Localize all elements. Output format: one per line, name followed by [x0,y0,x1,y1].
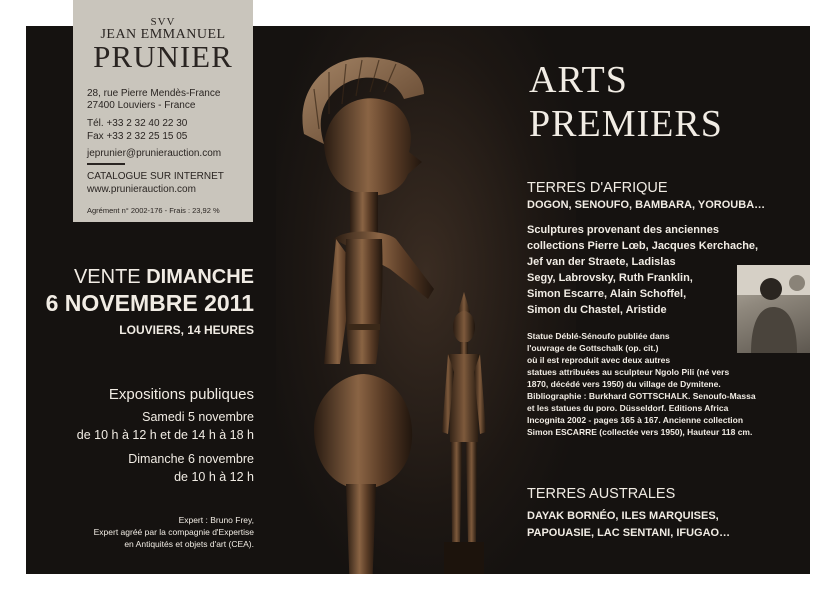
auctioneer-name: JEAN EMMANUEL [100,27,226,42]
exposition-line-4: de 10 h à 12 h [174,470,254,484]
main-title-line-2: PREMIERS [529,103,723,145]
statue-description-line: Bibliographie : Burkhard GOTTSCHALK. Senoufo-Massa [527,391,756,401]
australes-line-2: PAPOUASIE, LAC SENTANI, IFUGAO… [527,527,731,539]
divider [87,163,125,165]
main-title-line-1: ARTS [529,59,628,101]
australes-line-1: DAYAK BORNÉO, ILES MARQUISES, [527,510,719,522]
small-statue-illustration [434,292,494,574]
australes-heading: TERRES AUSTRALES [527,486,676,502]
statue-description-line: Simon ESCARRE (collectée vers 1950), Hauteur 118 cm. [527,427,753,437]
email-link[interactable]: jeprunier@prunierauction.com [87,148,222,159]
expert-line-3: en Antiquités et objets d'art (CEA). [124,539,254,549]
afrique-heading: TERRES D'AFRIQUE [527,180,668,196]
fax-number: Fax +33 2 32 25 15 05 [87,131,188,142]
sale-weekday: DIMANCHE [146,266,254,288]
phone-number: Tél. +33 2 32 40 22 30 [87,118,188,129]
expositions-title: Expositions publiques [108,386,254,403]
auction-house-name: PRUNIER [93,39,233,74]
statue-description-line: Incognita 2002 - pages 165 à 167. Ancienne collection [527,415,744,425]
statue-description-line: Statue Déblé-Sénoufo publiée dans [527,331,670,341]
expert-line-1: Expert : Bruno Frey, [178,515,254,525]
catalogue-label: CATALOGUE SUR INTERNET [87,171,224,182]
svv-label: SVV [150,16,176,28]
agrement-text: Agrément n° 2002-176 - Frais : 23,92 % [87,206,220,215]
collections-line: Simon du Chastel, Aristide [527,304,667,316]
auction-house-header [73,0,253,222]
expert-line-2: Expert agréé par la compagnie d'Expertise [93,527,254,537]
website-link[interactable]: www.prunierauction.com [87,184,196,195]
statue-description-line: statues attribuées au sculpteur Ngolo Pili (né vers [527,367,730,377]
statue-description-line: 1870, décédé vers 1950) du village de Dymitene. [527,379,721,389]
sale-location: LOUVIERS, 14 HEURES [119,323,254,337]
sculptor-photo [737,265,810,353]
statue-description-line: et les statues du poro. Düsseldorf. Editions Africa [527,403,729,413]
collections-line: Sculptures provenant des anciennes [527,224,719,236]
sale-day [74,266,254,289]
collections-line: Jef van der Straete, Ladislas [527,256,676,268]
vente-label: VENTE [73,266,141,288]
address-line-2: 27400 Louviers - France [87,100,196,111]
exposition-line-3: Dimanche 6 novembre [128,452,254,466]
statue-description-line: l'ouvrage de Gottschalk (op. cit.) [527,343,659,353]
collections-line: Simon Escarre, Alain Schoffel, [527,288,687,300]
address-line-1: 28, rue Pierre Mendès-France [87,88,221,99]
exposition-line-2: de 10 h à 12 h et de 14 h à 18 h [76,428,254,442]
afrique-subheading: DOGON, SENOUFO, BAMBARA, YOROUBA… [527,199,766,211]
collections-line: collections Pierre Lœb, Jacques Kerchache, [527,240,759,252]
sale-date: 6 NOVEMBRE 2011 [45,290,254,316]
exposition-line-1: Samedi 5 novembre [142,410,254,424]
statue-description-line: où il est reproduit avec deux autres [527,355,671,365]
collections-line: Segy, Labrovsky, Ruth Franklin, [527,272,693,284]
